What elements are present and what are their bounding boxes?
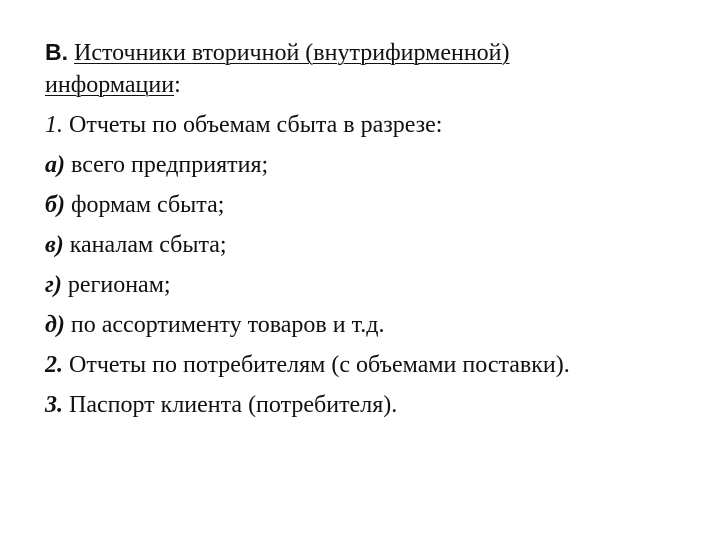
section-title-colon: : [174, 72, 181, 98]
list-item [45, 145, 705, 185]
list-item [45, 265, 705, 305]
item-text: Отчеты по потребителям (с объемами поставки). [63, 352, 570, 378]
item-text: каналам сбыта; [63, 232, 227, 258]
list-item [45, 345, 705, 385]
item-marker: 3. [45, 392, 63, 418]
section-title-line2: информации [45, 72, 175, 98]
section-heading [45, 36, 705, 69]
item-text: формам сбыта; [64, 192, 225, 218]
item-text: по ассортименту товаров и т.д. [64, 312, 385, 338]
list-item [45, 185, 705, 225]
item-text: Отчеты по объемам сбыта в разрезе: [63, 112, 443, 138]
list-item [45, 385, 705, 425]
item-text: Паспорт клиента (потребителя). [63, 392, 398, 418]
item-marker: 2. [45, 352, 63, 378]
item-marker: 1. [45, 112, 63, 138]
slide-content [45, 36, 705, 425]
item-marker: д) [45, 312, 65, 338]
list-item [45, 105, 705, 145]
list-item [45, 305, 705, 345]
section-title-line1: Источники вторичной (внутрифирменной) [74, 40, 510, 66]
item-marker: б) [45, 192, 65, 218]
item-marker: г) [45, 272, 62, 298]
item-marker: а) [45, 152, 65, 178]
item-text: всего предприятия; [65, 152, 269, 178]
item-marker: в) [45, 232, 64, 258]
item-text: регионам; [61, 272, 171, 298]
section-marker: B. [45, 39, 68, 65]
list-item [45, 225, 705, 265]
section-heading-continuation [45, 69, 705, 101]
